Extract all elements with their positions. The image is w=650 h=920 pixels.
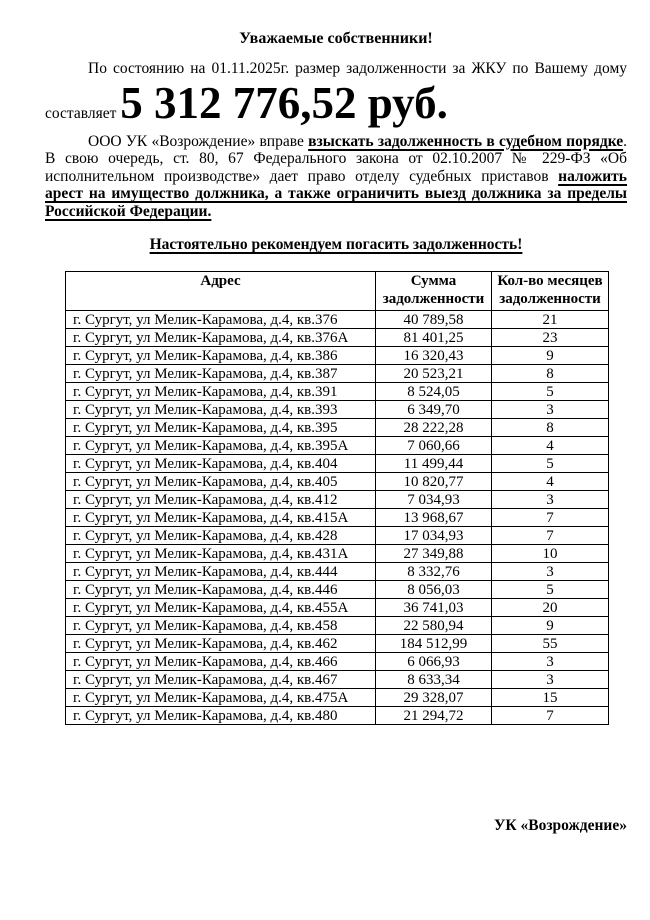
months-cell: 10 [492,545,609,563]
table-row [66,563,609,581]
months-cell: 5 [492,455,609,473]
months-cell: 20 [492,599,609,617]
months-cell: 3 [492,401,609,419]
amount-cell: 36 741,03 [376,599,492,617]
amount-cell: 20 523,21 [376,365,492,383]
address-cell: г. Сургут, ул Мелик-Карамова, д.4, кв.480 [66,707,376,725]
address-cell: г. Сургут, ул Мелик-Карамова, д.4, кв.405 [66,473,376,491]
table-row [66,455,609,473]
header-months: Кол-во месяцев задолженности [492,272,609,311]
address-cell: г. Сургут, ул Мелик-Карамова, д.4, кв.395 [66,419,376,437]
months-cell: 4 [492,473,609,491]
table-row [66,329,609,347]
amount-cell: 22 580,94 [376,617,492,635]
table-row [66,437,609,455]
address-cell: г. Сургут, ул Мелик-Карамова, д.4, кв.415А [66,509,376,527]
address-cell: г. Сургут, ул Мелик-Карамова, д.4, кв.387 [66,365,376,383]
intro-paragraph [45,60,627,128]
amount-cell: 7 060,66 [376,437,492,455]
amount-cell: 40 789,58 [376,311,492,329]
header-amount: Сумма задолженности [376,272,492,311]
table-row [66,365,609,383]
table-row [66,617,609,635]
address-cell: г. Сургут, ул Мелик-Карамова, д.4, кв.475А [66,689,376,707]
months-cell: 8 [492,365,609,383]
address-cell: г. Сургут, ул Мелик-Карамова, д.4, кв.386 [66,347,376,365]
debt-table-body [66,311,609,725]
amount-cell: 8 524,05 [376,383,492,401]
months-cell: 5 [492,581,609,599]
table-row [66,599,609,617]
address-cell: г. Сургут, ул Мелик-Карамова, д.4, кв.431А [66,545,376,563]
months-cell: 55 [492,635,609,653]
amount-cell: 28 222,28 [376,419,492,437]
table-row [66,347,609,365]
amount-cell: 7 034,93 [376,491,492,509]
months-cell: 3 [492,671,609,689]
amount-cell: 16 320,43 [376,347,492,365]
table-row [66,581,609,599]
address-cell: г. Сургут, ул Мелик-Карамова, д.4, кв.404 [66,455,376,473]
amount-cell: 8 056,03 [376,581,492,599]
months-cell: 7 [492,707,609,725]
table-row [66,545,609,563]
months-cell: 7 [492,527,609,545]
address-cell: г. Сургут, ул Мелик-Карамова, д.4, кв.428 [66,527,376,545]
months-cell: 9 [492,617,609,635]
table-row [66,311,609,329]
months-cell: 4 [492,437,609,455]
amount-cell: 17 034,93 [376,527,492,545]
amount-cell: 8 332,76 [376,563,492,581]
address-cell: г. Сургут, ул Мелик-Карамова, д.4, кв.412 [66,491,376,509]
address-cell: г. Сургут, ул Мелик-Карамова, д.4, кв.455А [66,599,376,617]
months-cell: 3 [492,653,609,671]
table-row [66,401,609,419]
months-cell: 15 [492,689,609,707]
amount-cell: 21 294,72 [376,707,492,725]
address-cell: г. Сургут, ул Мелик-Карамова, д.4, кв.393 [66,401,376,419]
table-row [66,653,609,671]
address-cell: г. Сургут, ул Мелик-Карамова, д.4, кв.462 [66,635,376,653]
amount-cell: 6 066,93 [376,653,492,671]
months-cell: 5 [492,383,609,401]
amount-label: составляет [45,104,117,122]
months-cell: 8 [492,419,609,437]
table-row [66,671,609,689]
address-cell: г. Сургут, ул Мелик-Карамова, д.4, кв.467 [66,671,376,689]
footer-signature: УК «Возрождение» [494,817,627,835]
page-title: Уважаемые собственники! [239,30,433,47]
table-row [66,527,609,545]
table-row [66,473,609,491]
months-cell: 21 [492,311,609,329]
table-row [66,635,609,653]
table-header-row [66,272,609,311]
debt-total-amount: 5 312 776,52 руб. [120,77,448,128]
header-address: Адрес [66,272,376,311]
months-cell: 3 [492,491,609,509]
months-cell: 7 [492,509,609,527]
months-cell: 23 [492,329,609,347]
table-row [66,419,609,437]
address-cell: г. Сургут, ул Мелик-Карамова, д.4, кв.391 [66,383,376,401]
amount-cell: 27 349,88 [376,545,492,563]
recommendation-line: Настоятельно рекомендуем погасить задолженность! [149,236,523,254]
table-row [66,707,609,725]
legal-highlight-court: взыскать задолженность в судебном порядке [308,132,624,150]
address-cell: г. Сургут, ул Мелик-Карамова, д.4, кв.466 [66,653,376,671]
months-cell: 3 [492,563,609,581]
table-row [66,689,609,707]
legal-paragraph [45,133,627,221]
amount-cell: 81 401,25 [376,329,492,347]
table-row [66,509,609,527]
address-cell: г. Сургут, ул Мелик-Карамова, д.4, кв.458 [66,617,376,635]
amount-cell: 6 349,70 [376,401,492,419]
amount-cell: 8 633,34 [376,671,492,689]
amount-cell: 29 328,07 [376,689,492,707]
months-cell: 9 [492,347,609,365]
address-cell: г. Сургут, ул Мелик-Карамова, д.4, кв.446 [66,581,376,599]
amount-cell: 11 499,44 [376,455,492,473]
amount-cell: 13 968,67 [376,509,492,527]
address-cell: г. Сургут, ул Мелик-Карамова, д.4, кв.376А [66,329,376,347]
legal-highlight-arrest: наложить арест на имущество должника, а также ограничить выезд должника за пределы Российской Федерации. [45,167,627,220]
address-cell: г. Сургут, ул Мелик-Карамова, д.4, кв.376 [66,311,376,329]
legal-text-1: ООО УК «Возрождение» вправе [88,132,309,150]
legal-text-2: . В свою очередь, ст. 80, 67 Федерального закона от 02.10.2007 № 229-ФЗ «Об исполнительном производстве» дает право отделу судебных приставов [45,132,627,185]
debt-table [65,271,609,725]
address-cell: г. Сургут, ул Мелик-Карамова, д.4, кв.444 [66,563,376,581]
table-row [66,383,609,401]
table-row [66,491,609,509]
amount-cell: 184 512,99 [376,635,492,653]
amount-cell: 10 820,77 [376,473,492,491]
intro-text: По состоянию на 01.11.2025г. размер задолженности за ЖКУ по Вашему дому [88,60,627,77]
address-cell: г. Сургут, ул Мелик-Карамова, д.4, кв.395А [66,437,376,455]
